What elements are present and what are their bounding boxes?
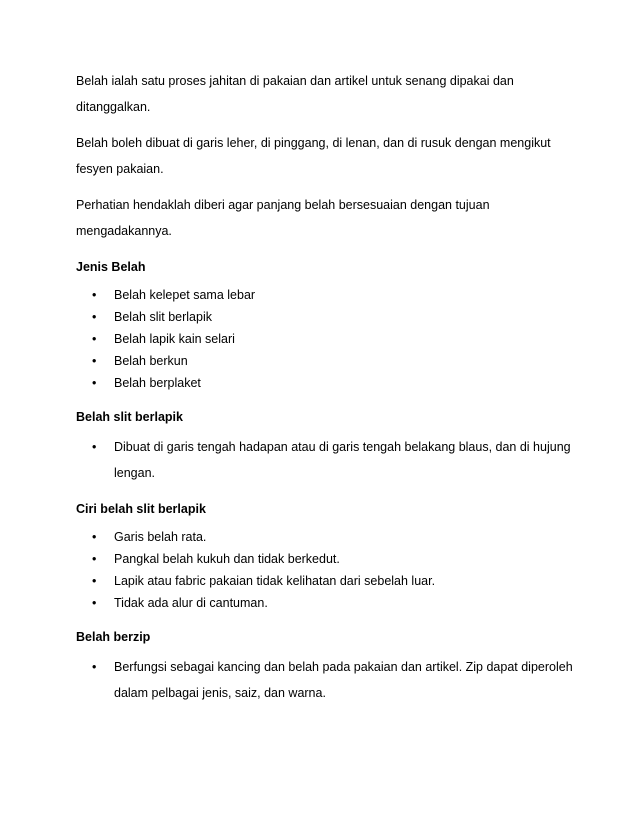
list-item-text: Tidak ada alur di cantuman. xyxy=(114,596,268,610)
bullet-icon: • xyxy=(92,660,97,674)
list-item-text: Pangkal belah kukuh dan tidak berkedut. xyxy=(114,552,340,566)
list-item xyxy=(76,592,576,614)
list-item xyxy=(76,526,576,548)
list-item xyxy=(76,284,576,306)
bullet-icon: • xyxy=(92,530,97,544)
document-page xyxy=(76,68,576,716)
list-item-text: Garis belah rata. xyxy=(114,530,207,544)
bullet-icon: • xyxy=(92,440,97,454)
list-item-text: Belah berkun xyxy=(114,354,188,368)
section-heading-jenis-belah: Jenis Belah xyxy=(76,260,146,274)
bullet-icon: • xyxy=(92,376,97,390)
bullet-icon: • xyxy=(92,288,97,302)
list-item-text: Belah kelepet sama lebar xyxy=(114,288,256,302)
list-jenis-belah xyxy=(76,284,576,394)
list-item-text: Belah slit berlapik xyxy=(114,310,212,324)
list-item xyxy=(76,548,576,570)
bullet-icon: • xyxy=(92,552,97,566)
list-item-text: Belah lapik kain selari xyxy=(114,332,235,346)
list-item xyxy=(76,570,576,592)
list-item-text: Berfungsi sebagai kancing dan belah pada pakaian dan artikel. Zip dapat diperoleh dalam pelbagai jenis, saiz, dan warna. xyxy=(114,660,573,700)
list-item xyxy=(76,306,576,328)
list-belah-berzip xyxy=(76,654,576,706)
list-belah-slit-berlapik xyxy=(76,434,576,486)
bullet-icon: • xyxy=(92,310,97,324)
list-item xyxy=(76,350,576,372)
intro-paragraph-3: Perhatian hendaklah diberi agar panjang belah bersesuaian dengan tujuan mengadakannya. xyxy=(76,198,490,238)
bullet-icon: • xyxy=(92,596,97,610)
bullet-icon: • xyxy=(92,354,97,368)
list-item xyxy=(76,372,576,394)
list-item-text: Dibuat di garis tengah hadapan atau di garis tengah belakang blaus, dan di hujung lengan. xyxy=(114,440,571,480)
bullet-icon: • xyxy=(92,332,97,346)
list-item-text: Belah berplaket xyxy=(114,376,201,390)
intro-paragraph-1: Belah ialah satu proses jahitan di pakaian dan artikel untuk senang dipakai dan ditanggalkan. xyxy=(76,74,514,114)
bullet-icon: • xyxy=(92,574,97,588)
intro-paragraph-2: Belah boleh dibuat di garis leher, di pinggang, di lenan, dan di rusuk dengan mengikut fesyen pakaian. xyxy=(76,136,551,176)
section-heading-ciri-belah: Ciri belah slit berlapik xyxy=(76,502,206,516)
list-item xyxy=(76,654,576,706)
list-ciri-belah xyxy=(76,526,576,614)
list-item xyxy=(76,434,576,486)
section-heading-belah-berzip: Belah berzip xyxy=(76,630,151,644)
section-heading-belah-slit-berlapik: Belah slit berlapik xyxy=(76,410,183,424)
list-item xyxy=(76,328,576,350)
list-item-text: Lapik atau fabric pakaian tidak kelihatan dari sebelah luar. xyxy=(114,574,436,588)
